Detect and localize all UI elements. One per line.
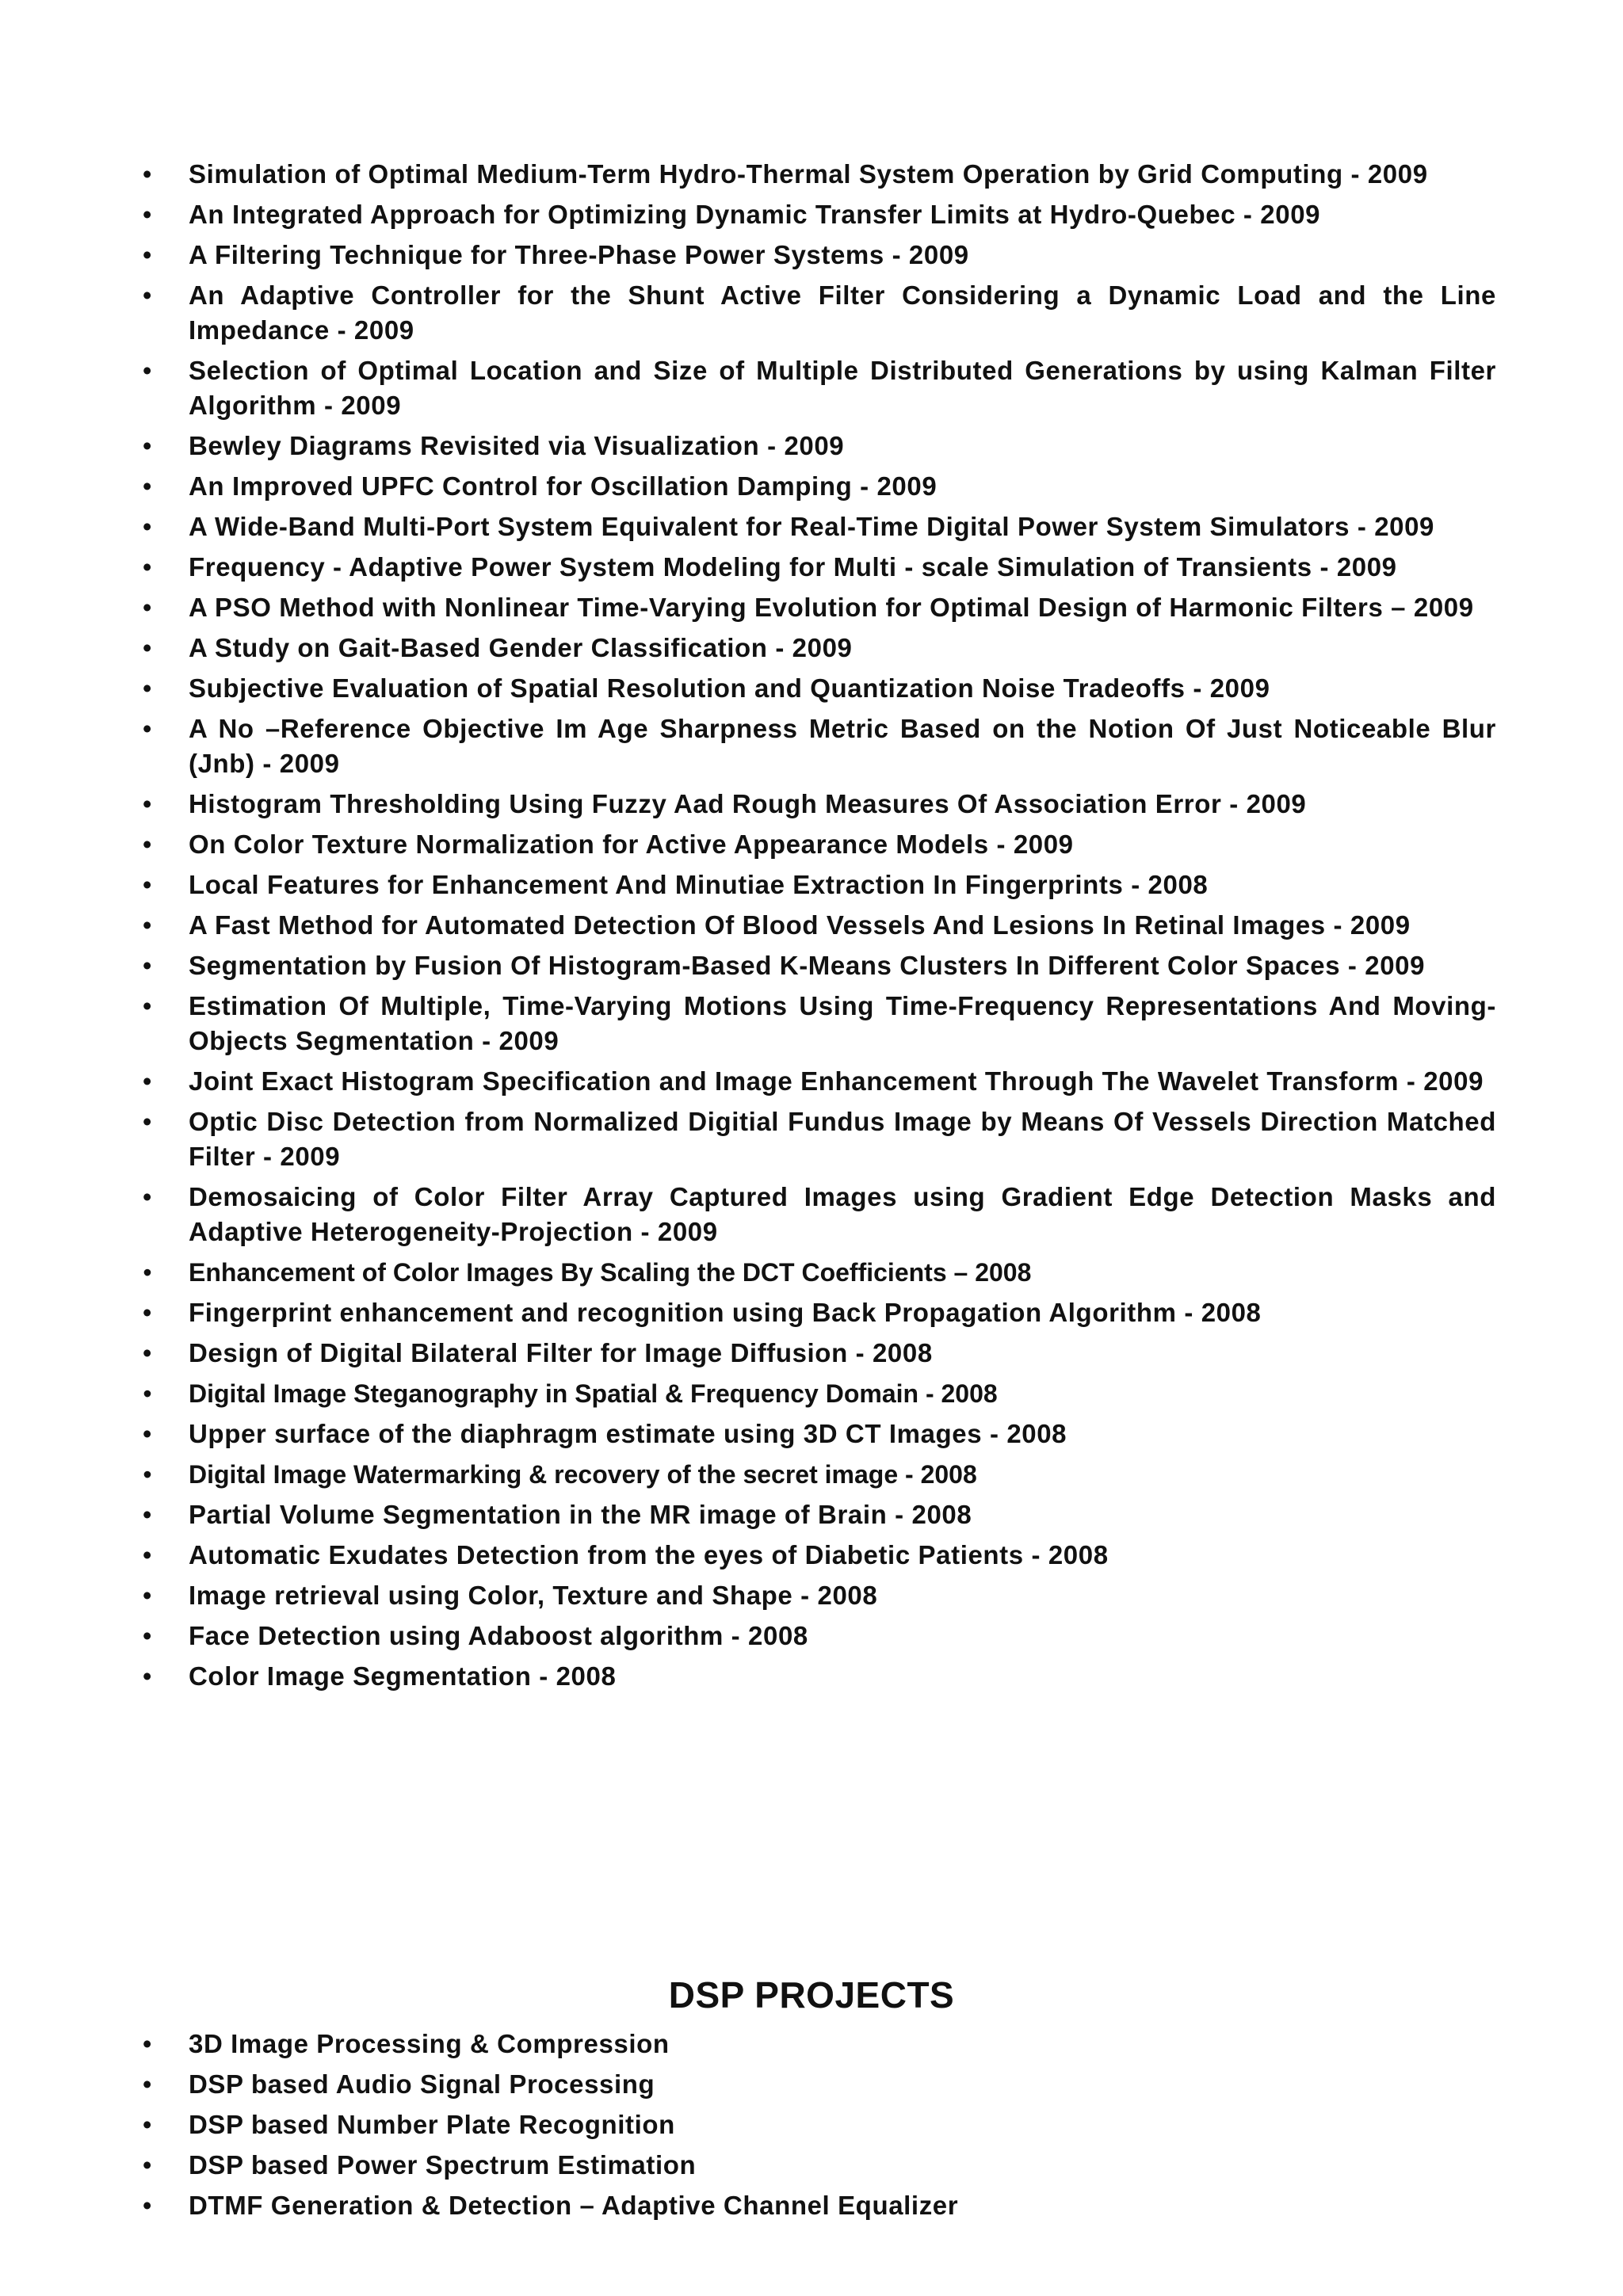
list-item (139, 157, 1496, 192)
list-item-text: Estimation Of Multiple, Time-Varying Motions Using Time-Frequency Representations And Moving-Objects Segmentation - 2009 (189, 991, 1496, 1055)
list-item-text: An Integrated Approach for Optimizing Dynamic Transfer Limits at Hydro-Quebec - 2009 (189, 200, 1321, 229)
bullet-icon: • (142, 1419, 153, 1448)
list-item (139, 2107, 1496, 2142)
list-item (139, 509, 1496, 544)
list-item-text: Fingerprint enhancement and recognition using Back Propagation Algorithm - 2008 (189, 1298, 1262, 1327)
bullet-icon: • (142, 2150, 153, 2180)
bullet-icon: • (142, 910, 153, 940)
list-item-text: Simulation of Optimal Medium-Term Hydro-Thermal System Operation by Grid Computing - 2009 (189, 159, 1428, 189)
list-item-text: A PSO Method with Nonlinear Time-Varying Evolution for Optimal Design of Harmonic Filters – 2009 (189, 593, 1474, 622)
list-item (139, 1457, 1496, 1492)
list-item-text: DSP based Audio Signal Processing (189, 2069, 655, 2099)
research-project-list (139, 157, 1496, 1699)
list-item (139, 1104, 1496, 1174)
list-item (139, 550, 1496, 585)
bullet-icon: • (142, 2029, 153, 2058)
list-item (139, 1578, 1496, 1613)
list-item (139, 948, 1496, 983)
bullet-icon: • (142, 1182, 153, 1211)
bullet-icon: • (142, 1661, 153, 1691)
list-item (139, 787, 1496, 822)
list-item (139, 590, 1496, 625)
bullet-icon: • (142, 633, 153, 662)
bullet-icon: • (142, 1338, 153, 1367)
bullet-icon: • (142, 1621, 153, 1650)
list-item-text: An Improved UPFC Control for Oscillation Damping - 2009 (189, 471, 938, 501)
bullet-icon: • (142, 200, 153, 229)
list-item-text: DSP based Number Plate Recognition (189, 2110, 675, 2139)
bullet-icon: • (142, 1581, 153, 1610)
list-item (139, 1619, 1496, 1653)
bullet-icon: • (142, 2069, 153, 2099)
list-item (139, 827, 1496, 862)
list-item (139, 238, 1496, 273)
list-item-text: Design of Digital Bilateral Filter for Image Diffusion - 2008 (189, 1338, 933, 1367)
bullet-icon: • (142, 1107, 153, 1136)
list-item-text: Segmentation by Fusion Of Histogram-Based K-Means Clusters In Different Color Spaces - 2009 (189, 951, 1426, 980)
list-item (139, 197, 1496, 232)
bullet-icon: • (142, 471, 153, 501)
list-item-text: Enhancement of Color Images By Scaling the DCT Coefficients – 2008 (189, 1258, 1032, 1287)
list-item (139, 908, 1496, 943)
bullet-icon: • (142, 1298, 153, 1327)
list-item-text: Color Image Segmentation - 2008 (189, 1661, 617, 1691)
list-item-text: A Study on Gait-Based Gender Classification - 2009 (189, 633, 853, 662)
list-item (139, 868, 1496, 902)
list-item-text: Automatic Exudates Detection from the eyes of Diabetic Patients - 2008 (189, 1540, 1109, 1569)
list-item-text: An Adaptive Controller for the Shunt Active Filter Considering a Dynamic Load and the Line Impedance - 2009 (189, 280, 1496, 345)
list-item-text: Optic Disc Detection from Normalized Digitial Fundus Image by Means Of Vessels Direction Matched Filter - 2009 (189, 1107, 1496, 1171)
list-item-text: Partial Volume Segmentation in the MR image of Brain - 2008 (189, 1500, 972, 1529)
bullet-icon: • (142, 673, 153, 703)
list-item (139, 353, 1496, 423)
list-item-text: Image retrieval using Color, Texture and Shape - 2008 (189, 1581, 878, 1610)
list-item (139, 1064, 1496, 1099)
list-item (139, 2188, 1496, 2223)
list-item (139, 429, 1496, 463)
bullet-icon: • (142, 870, 153, 899)
bullet-icon: • (142, 431, 153, 460)
list-item (139, 1180, 1496, 1249)
section-title: DSP PROJECTS (668, 1974, 955, 2016)
list-item (139, 2067, 1496, 2102)
list-item (139, 1659, 1496, 1694)
list-item (139, 1295, 1496, 1330)
list-item (139, 1255, 1496, 1290)
list-item-text: Histogram Thresholding Using Fuzzy Aad Rough Measures Of Association Error - 2009 (189, 789, 1307, 818)
list-item (139, 2148, 1496, 2183)
list-item (139, 671, 1496, 706)
bullet-icon: • (142, 991, 153, 1020)
bullet-icon: • (142, 240, 153, 269)
list-item (139, 2027, 1496, 2061)
list-item (139, 1538, 1496, 1573)
bullet-icon: • (142, 1500, 153, 1529)
list-item (139, 1417, 1496, 1451)
bullet-icon: • (142, 1540, 153, 1569)
list-item-text: A Fast Method for Automated Detection Of Blood Vessels And Lesions In Retinal Images - 2009 (189, 910, 1411, 940)
bullet-icon: • (142, 951, 153, 980)
list-item-text: A Filtering Technique for Three-Phase Power Systems - 2009 (189, 240, 969, 269)
list-item (139, 631, 1496, 666)
list-item-text: Digital Image Steganography in Spatial & Frequency Domain - 2008 (189, 1379, 998, 1408)
list-item (139, 1336, 1496, 1371)
bullet-icon: • (142, 830, 153, 859)
list-item (139, 1376, 1496, 1411)
bullet-icon: • (143, 1460, 152, 1489)
list-item (139, 989, 1496, 1058)
bullet-icon: • (143, 1379, 152, 1408)
bullet-icon: • (143, 1258, 152, 1287)
bullet-icon: • (142, 552, 153, 582)
list-item-text: DTMF Generation & Detection – Adaptive Channel Equalizer (189, 2191, 959, 2220)
list-item-text: Subjective Evaluation of Spatial Resolution and Quantization Noise Tradeoffs - 2009 (189, 673, 1270, 703)
list-item (139, 1497, 1496, 1532)
bullet-icon: • (142, 789, 153, 818)
list-item-text: Bewley Diagrams Revisited via Visualization - 2009 (189, 431, 845, 460)
list-item-text: Digital Image Watermarking & recovery of the secret image - 2008 (189, 1460, 977, 1489)
bullet-icon: • (142, 714, 153, 743)
list-item (139, 469, 1496, 504)
list-item-text: Demosaicing of Color Filter Array Captured Images using Gradient Edge Detection Masks and Adaptive Heterogeneity-Projection - 2009 (189, 1182, 1496, 1246)
list-item-text: Upper surface of the diaphragm estimate using 3D CT Images - 2008 (189, 1419, 1067, 1448)
bullet-icon: • (142, 593, 153, 622)
list-item-text: Selection of Optimal Location and Size of Multiple Distributed Generations by using Kalman Filter Algorithm - 2009 (189, 356, 1496, 420)
bullet-icon: • (142, 159, 153, 189)
list-item-text: A No –Reference Objective Im Age Sharpness Metric Based on the Notion Of Just Noticeable Blur (Jnb) - 2009 (189, 714, 1496, 778)
list-item-text: 3D Image Processing & Compression (189, 2029, 670, 2058)
list-item-text: Frequency - Adaptive Power System Modeling for Multi - scale Simulation of Transients - 2009 (189, 552, 1397, 582)
list-item-text: Face Detection using Adaboost algorithm - 2008 (189, 1621, 808, 1650)
bullet-icon: • (142, 512, 153, 541)
list-item (139, 711, 1496, 781)
list-item-text: DSP based Power Spectrum Estimation (189, 2150, 697, 2180)
bullet-icon: • (142, 2110, 153, 2139)
list-item-text: Joint Exact Histogram Specification and Image Enhancement Through The Wavelet Transform - 2009 (189, 1066, 1484, 1096)
dsp-project-list (139, 2027, 1496, 2229)
bullet-icon: • (142, 356, 153, 385)
bullet-icon: • (142, 1066, 153, 1096)
list-item-text: On Color Texture Normalization for Active Appearance Models - 2009 (189, 830, 1074, 859)
list-item-text: A Wide-Band Multi-Port System Equivalent for Real-Time Digital Power System Simulators - 2009 (189, 512, 1435, 541)
list-item (139, 278, 1496, 348)
bullet-icon: • (142, 2191, 153, 2220)
bullet-icon: • (142, 280, 153, 310)
list-item-text: Local Features for Enhancement And Minutiae Extraction In Fingerprints - 2008 (189, 870, 1209, 899)
